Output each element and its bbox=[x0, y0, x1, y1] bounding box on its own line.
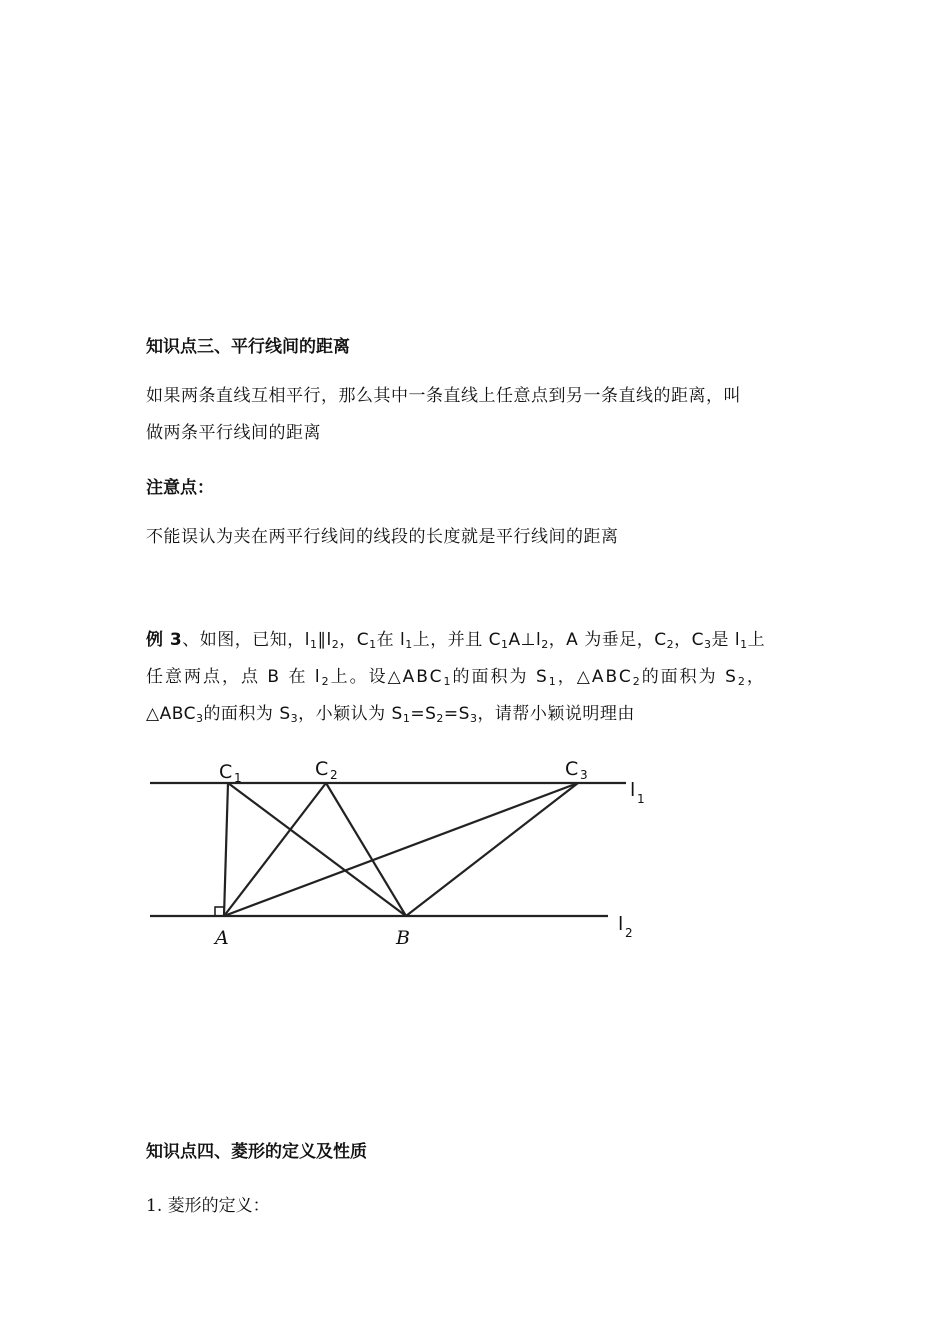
rhombus-definition-item: 1. 菱形的定义： bbox=[146, 1196, 270, 1216]
svg-text:2: 2 bbox=[625, 926, 633, 940]
definition-line-2: 做两条平行线间的距离 bbox=[146, 423, 321, 443]
ex-text: 的面积为 S bbox=[641, 667, 738, 687]
ex-sub: 1 bbox=[369, 638, 377, 651]
segment-c1-a bbox=[224, 783, 228, 916]
ex-text: 、如图，已知，l bbox=[182, 630, 310, 650]
example-label: 例 3 bbox=[146, 630, 183, 650]
ex-sub: 2 bbox=[666, 638, 675, 651]
ex-sub: 2 bbox=[436, 712, 444, 725]
label-l2 bbox=[618, 913, 633, 940]
ex-text: ，请帮小颖说明理由 bbox=[477, 704, 635, 724]
ex-sub: 2 bbox=[541, 638, 549, 651]
ex-text: A⊥l bbox=[508, 630, 542, 650]
ex-sub: 1 bbox=[443, 675, 453, 688]
ex-text: ，A 为垂足，C bbox=[548, 630, 667, 650]
segment-c3-a bbox=[224, 783, 578, 916]
ex-text: 上。设△ABC bbox=[330, 667, 444, 687]
ex-sub: 1 bbox=[405, 638, 413, 651]
svg-text:l: l bbox=[630, 779, 636, 801]
ex-text: 的面积为 S bbox=[203, 704, 291, 724]
svg-text:2: 2 bbox=[330, 768, 338, 782]
ex-sub: 1 bbox=[548, 675, 558, 688]
parallel-lines-figure bbox=[146, 752, 646, 952]
note-title: 注意点： bbox=[146, 478, 214, 498]
ex-text: =S bbox=[443, 704, 470, 724]
ex-sub: 2 bbox=[321, 675, 331, 688]
section-title-parallel-distance: 知识点三、平行线间的距离 bbox=[146, 337, 350, 357]
ex-text: 上，并且 C bbox=[412, 630, 502, 650]
label-a: A bbox=[215, 927, 229, 949]
ex-text: ，C bbox=[674, 630, 704, 650]
svg-text:C: C bbox=[315, 758, 329, 780]
section-title-rhombus: 知识点四、菱形的定义及性质 bbox=[146, 1142, 367, 1162]
ex-text: ∥l bbox=[317, 630, 332, 650]
example-3-paragraph bbox=[146, 622, 808, 733]
svg-text:C: C bbox=[219, 761, 233, 783]
label-c3 bbox=[565, 758, 588, 782]
example-3-line-3 bbox=[146, 696, 808, 733]
ex-text: 上 bbox=[747, 630, 766, 650]
label-c1 bbox=[219, 761, 242, 785]
label-c2 bbox=[315, 758, 338, 782]
label-l1 bbox=[630, 779, 645, 806]
ex-text: △ABC bbox=[146, 704, 196, 724]
ex-text: ，△ABC bbox=[557, 667, 633, 687]
label-b: B bbox=[396, 927, 410, 949]
ex-sub: 3 bbox=[290, 712, 299, 725]
ex-text: 在 l bbox=[376, 630, 406, 650]
ex-sub: 3 bbox=[195, 712, 204, 725]
ex-sub: 2 bbox=[632, 675, 642, 688]
svg-text:3: 3 bbox=[580, 768, 588, 782]
ex-text: =S bbox=[410, 704, 437, 724]
ex-sub: 1 bbox=[309, 638, 318, 651]
ex-sub: 1 bbox=[740, 638, 748, 651]
segment-c2-b bbox=[326, 783, 406, 916]
ex-sub: 1 bbox=[402, 712, 411, 725]
ex-text: 的面积为 S bbox=[452, 667, 549, 687]
note-text: 不能误认为夹在两平行线间的线段的长度就是平行线间的距离 bbox=[146, 527, 619, 547]
ex-text: ， bbox=[746, 667, 766, 687]
ex-sub: 1 bbox=[501, 638, 509, 651]
segment-c3-b bbox=[406, 783, 578, 916]
definition-paragraph bbox=[146, 378, 806, 452]
segment-c1-b bbox=[228, 783, 406, 916]
svg-text:C: C bbox=[565, 758, 579, 780]
example-3-line-2 bbox=[146, 659, 808, 696]
svg-text:1: 1 bbox=[234, 771, 242, 785]
svg-text:1: 1 bbox=[637, 792, 645, 806]
example-3-line-1 bbox=[146, 622, 808, 659]
ex-text: 是 l bbox=[711, 630, 741, 650]
ex-sub: 2 bbox=[737, 675, 747, 688]
ex-sub: 2 bbox=[331, 638, 340, 651]
ex-sub: 3 bbox=[703, 638, 712, 651]
right-angle-mark bbox=[215, 907, 224, 916]
definition-line-1: 如果两条直线互相平行，那么其中一条直线上任意点到另一条直线的距离，叫 bbox=[146, 386, 741, 406]
ex-text: ，C bbox=[339, 630, 370, 650]
ex-sub: 3 bbox=[469, 712, 478, 725]
svg-text:l: l bbox=[618, 913, 624, 935]
ex-text: ，小颖认为 S bbox=[298, 704, 403, 724]
ex-text: 任意两点，点 B 在 l bbox=[146, 667, 322, 687]
